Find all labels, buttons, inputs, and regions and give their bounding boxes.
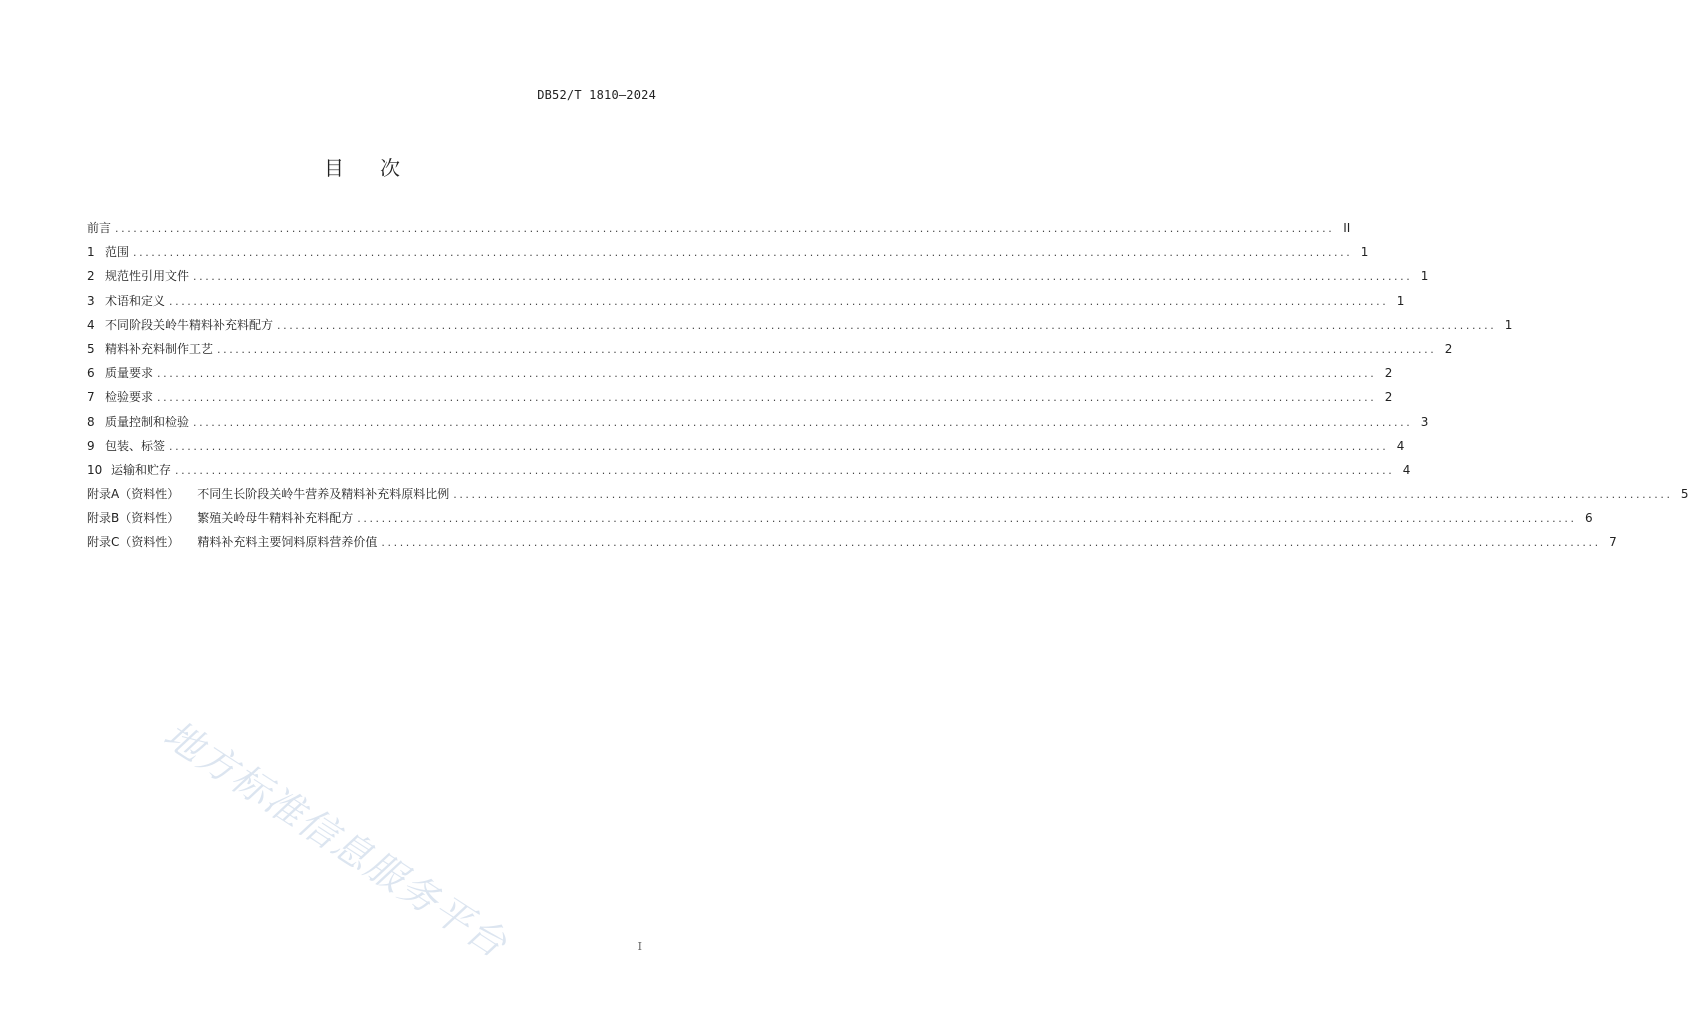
toc-entry-page: 1 [1360, 245, 1369, 260]
toc-entry[interactable] [87, 313, 1513, 337]
toc-entry-label [105, 385, 153, 409]
toc-leader-dots: ........................................................................................................................................................................................................ [169, 439, 1389, 453]
toc-entry-label [87, 530, 377, 554]
toc-entry-page: 3 [1420, 414, 1429, 429]
toc-entry[interactable] [87, 240, 1369, 264]
toc-appendix-tag: 附录C（资料性） [87, 535, 180, 550]
toc-entry-title: 质量控制和检验 [105, 414, 190, 429]
toc-entry-page: 7 [1609, 535, 1617, 550]
toc-leader-dots: ........................................................................................................................................................................................................ [453, 488, 1673, 502]
toc-appendix-tag: 附录B（资料性） [87, 511, 180, 526]
toc-entry-page: 1 [1504, 317, 1513, 332]
toc-entry[interactable] [87, 361, 1393, 385]
toc-entry-number: 8 [87, 414, 95, 429]
toc-leader-dots: ........................................................................................................................................................................................................ [157, 367, 1377, 381]
toc-leader-dots: ........................................................................................................................................................................................................ [133, 246, 1353, 260]
toc-entry-page: 4 [1402, 462, 1411, 477]
toc-entry-page: 4 [1396, 438, 1405, 453]
table-of-contents [87, 216, 1689, 555]
toc-entry[interactable] [87, 434, 1405, 458]
toc-leader-dots: ........................................................................................................................................................................................................ [115, 222, 1335, 235]
toc-entry-page: 5 [1680, 487, 1689, 502]
toc-entry-label [105, 434, 165, 458]
toc-entry-title: 精料补充料制作工艺 [105, 341, 214, 356]
toc-entry-number: 7 [87, 390, 95, 405]
toc-entry-label [87, 216, 111, 240]
toc-entry-number: 5 [87, 341, 95, 356]
page-number: I [637, 940, 642, 953]
toc-entry-page: 1 [1396, 293, 1405, 308]
toc-entry-title: 范围 [105, 245, 130, 260]
toc-entry-number: 9 [87, 438, 95, 453]
toc-entry-number: 2 [87, 269, 95, 284]
toc-entry-title: 前言 [87, 221, 112, 235]
toc-entry-label [105, 313, 273, 337]
toc-entry-page: 2 [1384, 390, 1393, 405]
toc-entry-title: 运输和贮存 [111, 462, 172, 477]
toc-entry-title: 繁殖关岭母牛精料补充料配方 [197, 511, 354, 526]
toc-entry-page: 2 [1384, 366, 1393, 381]
toc-entry-title: 规范性引用文件 [105, 269, 190, 284]
toc-entry[interactable] [87, 506, 1593, 530]
toc-entry-label [87, 506, 353, 530]
toc-leader-dots: ........................................................................................................................................................................................................ [193, 270, 1413, 284]
page-title [0, 152, 724, 181]
toc-entry-number: 3 [87, 293, 95, 308]
toc-entry-page: II [1343, 221, 1351, 235]
toc-entry-label [105, 337, 213, 361]
toc-leader-dots: ........................................................................................................................................................................................................ [175, 463, 1395, 477]
toc-leader-dots: ........................................................................................................................................................................................................ [381, 536, 1601, 550]
toc-entry[interactable] [87, 264, 1429, 288]
toc-entry[interactable] [87, 530, 1617, 554]
toc-entry[interactable] [87, 458, 1411, 482]
toc-entry-title: 不同生长阶段关岭牛营养及精料补充料原料比例 [197, 487, 450, 502]
title-char-2: 次 [380, 156, 400, 180]
toc-entry-label [111, 458, 171, 482]
toc-entry-title: 包装、标签 [105, 438, 166, 453]
toc-entry-title: 不同阶段关岭牛精料补充料配方 [105, 317, 274, 332]
toc-entry-page: 1 [1420, 269, 1429, 284]
toc-entry-label [105, 361, 153, 385]
toc-entry[interactable] [87, 289, 1405, 313]
toc-leader-dots: ........................................................................................................................................................................................................ [357, 512, 1577, 526]
toc-entry-number: 10 [87, 462, 103, 477]
toc-leader-dots: ........................................................................................................................................................................................................ [157, 391, 1377, 405]
toc-entry-title: 质量要求 [105, 366, 154, 381]
toc-entry-label [105, 264, 189, 288]
toc-entry-number: 1 [87, 245, 95, 260]
toc-leader-dots: ........................................................................................................................................................................................................ [217, 342, 1437, 356]
toc-entry[interactable] [87, 482, 1689, 506]
toc-entry-label [105, 289, 165, 313]
toc-entry[interactable] [87, 410, 1429, 434]
toc-entry[interactable] [87, 385, 1393, 409]
toc-entry-page: 2 [1444, 341, 1453, 356]
toc-entry-number: 6 [87, 366, 95, 381]
title-char-1: 目 [324, 156, 344, 180]
watermark: 地方标准信息服务平台 [156, 711, 516, 967]
toc-entry-label [105, 410, 189, 434]
toc-entry-title: 术语和定义 [105, 293, 166, 308]
standard-code: DB52/T 1810—2024 [537, 88, 656, 102]
toc-entry[interactable] [87, 216, 1351, 240]
toc-leader-dots: ........................................................................................................................................................................................................ [277, 318, 1497, 332]
toc-entry-number: 4 [87, 317, 95, 332]
toc-entry-title: 检验要求 [105, 390, 154, 405]
toc-leader-dots: ........................................................................................................................................................................................................ [193, 415, 1413, 429]
toc-entry[interactable] [87, 337, 1453, 361]
toc-entry-title: 精料补充料主要饲料原料营养价值 [197, 535, 378, 550]
toc-entry-label [105, 240, 129, 264]
toc-appendix-tag: 附录A（资料性） [87, 487, 180, 502]
toc-entry-label [87, 482, 449, 506]
toc-entry-page: 6 [1584, 511, 1593, 526]
toc-leader-dots: ........................................................................................................................................................................................................ [169, 294, 1389, 308]
